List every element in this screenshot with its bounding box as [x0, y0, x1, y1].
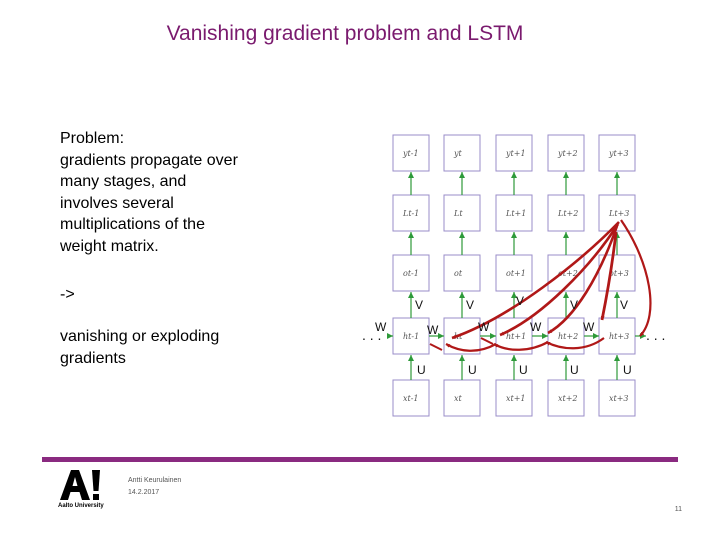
y-node-label: yt [454, 149, 462, 158]
w-weight-label: W [583, 320, 595, 334]
y-node-label: yt+2 [558, 149, 578, 158]
problem-line: Problem: [60, 130, 125, 147]
ellipsis-right: . . . [646, 327, 666, 343]
loss-node-label: Lt+1 [506, 209, 527, 218]
y-node-label: yt+1 [506, 149, 526, 158]
author-name: Antti Keurulainen [128, 477, 182, 484]
backprop-arrow [430, 344, 442, 350]
v-weight-label: V [516, 294, 525, 308]
o-node-label: ot [454, 269, 463, 278]
arrow-text: -> [60, 286, 75, 303]
problem-line: many stages, and [60, 173, 187, 191]
ellipsis-left: . . . [362, 327, 382, 343]
y-node-label: yt+3 [609, 149, 629, 158]
x-node-label: xt+2 [558, 394, 578, 403]
v-weight-label: V [570, 298, 579, 312]
x-node-label: xt+3 [609, 394, 629, 403]
v-weight-label: V [466, 298, 475, 312]
loss-node-label: Lt-1 [403, 209, 420, 218]
y-node [444, 135, 480, 171]
problem-line: gradients propagate over [60, 151, 238, 169]
problem-line: multiplications of the [60, 216, 205, 234]
w-weight-label: W [427, 323, 439, 337]
o-node-label: ot+1 [506, 269, 526, 278]
u-weight-label: U [417, 363, 426, 377]
aalto-logo [58, 468, 104, 502]
backprop-arrow [481, 338, 493, 344]
page-number: 11 [674, 506, 682, 513]
o-node-label: ot+3 [609, 269, 629, 278]
h-node-label: ht-1 [403, 332, 420, 341]
slide-date: 14.2.2017 [128, 489, 160, 496]
u-weight-label: U [468, 363, 477, 377]
problem-line: weight matrix. [60, 237, 159, 255]
consequence-line: gradients [60, 349, 126, 367]
o-node-label: ot-1 [403, 269, 419, 278]
u-weight-label: U [623, 363, 632, 377]
v-weight-label: V [415, 298, 424, 312]
h-node-label: ht [454, 332, 463, 341]
consequence-line: vanishing or exploding [60, 328, 220, 345]
loss-node-label: Lt+2 [558, 209, 579, 218]
problem-line: involves several [60, 194, 174, 212]
x-node [444, 380, 480, 416]
w-weight-label: W [478, 320, 490, 334]
y-node-label: yt-1 [403, 149, 419, 158]
o-node-label: ot+2 [558, 269, 578, 278]
x-node-label: xt-1 [403, 394, 419, 403]
u-weight-label: U [570, 363, 579, 377]
loss-node-label: Lt [454, 209, 463, 218]
university-name: Aalto University [58, 503, 104, 509]
footer-divider [42, 457, 678, 462]
loss-node-label: Lt+3 [609, 209, 630, 218]
v-weight-label: V [620, 298, 629, 312]
w-weight-label: W [530, 320, 542, 334]
slide-title: Vanishing gradient problem and LSTM [166, 22, 524, 45]
w-weight-label: W [375, 320, 387, 334]
h-node-label: ht+1 [506, 332, 527, 341]
u-weight-label: U [519, 363, 528, 377]
x-node-label: xt+1 [506, 394, 526, 403]
x-node-label: xt [454, 394, 462, 403]
h-node-label: ht+2 [558, 332, 579, 341]
h-node-label: ht+3 [609, 332, 630, 341]
